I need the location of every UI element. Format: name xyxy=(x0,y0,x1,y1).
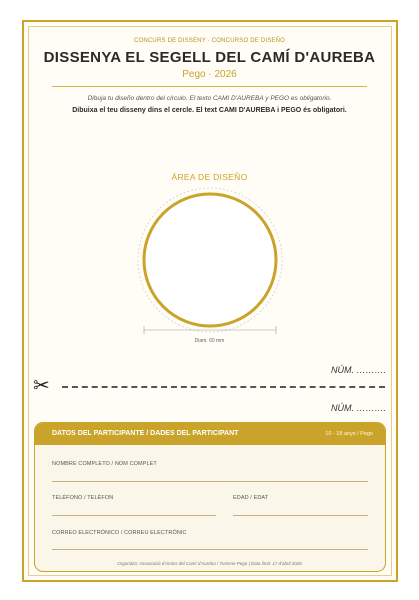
entry-number-top: NÚM. ………. xyxy=(331,365,386,375)
page-title: DISSENYA EL SEGELL DEL CAMÍ D'AUREBA xyxy=(43,49,376,66)
participant-card-title: DATOS DEL PARTICIPANTE / DADES DEL PARTICIPANT xyxy=(52,430,239,437)
phone-field[interactable] xyxy=(52,515,216,516)
contest-eyebrow: CONCURS DE DISSENY · CONCURSO DE DISEÑO xyxy=(133,38,286,44)
design-area-canvas[interactable] xyxy=(130,180,290,340)
age-field[interactable] xyxy=(233,515,368,516)
scissors-icon: ✂ xyxy=(33,375,50,397)
entry-number-bottom: NÚM. ………. xyxy=(331,403,386,413)
name-field-label: NOMBRE COMPLETO / NOM COMPLET xyxy=(52,461,157,467)
age-range-tag: 10 - 18 anys / Pego xyxy=(325,431,373,437)
page-subtitle: Pego · 2026 xyxy=(182,69,237,80)
email-field[interactable] xyxy=(52,549,368,550)
design-area-label: ÁREA DE DISEÑO xyxy=(171,172,248,182)
instruction-catalan: Dibuixa el teu disseny dins el cercle. El text CAMI D'AUREBA i PEGO és obligatori. xyxy=(72,107,347,114)
cut-line xyxy=(62,386,385,388)
instruction-spanish: Dibuja tu diseño dentro del círculo. El texto CAMI D'AUREBA y PEGO es obligatorio. xyxy=(87,95,332,102)
header-divider xyxy=(52,86,367,87)
email-field-label: CORREO ELECTRÓNICO / CORREU ELECTRÒNIC xyxy=(52,530,187,536)
participant-card xyxy=(34,422,386,572)
age-field-label: EDAD / EDAT xyxy=(233,495,269,501)
design-circle[interactable] xyxy=(144,194,276,326)
name-field[interactable] xyxy=(52,481,368,482)
phone-field-label: TELÉFONO / TELÈFON xyxy=(52,495,114,501)
participant-card-header xyxy=(35,423,385,445)
diameter-label: Diam. 60 mm xyxy=(194,338,225,344)
footer-organizer-note: Organitza: Associació d'Amics del Camí d'Aureba / Turisme Pego | Data límit: 17 d'abril 2026 xyxy=(117,561,302,566)
